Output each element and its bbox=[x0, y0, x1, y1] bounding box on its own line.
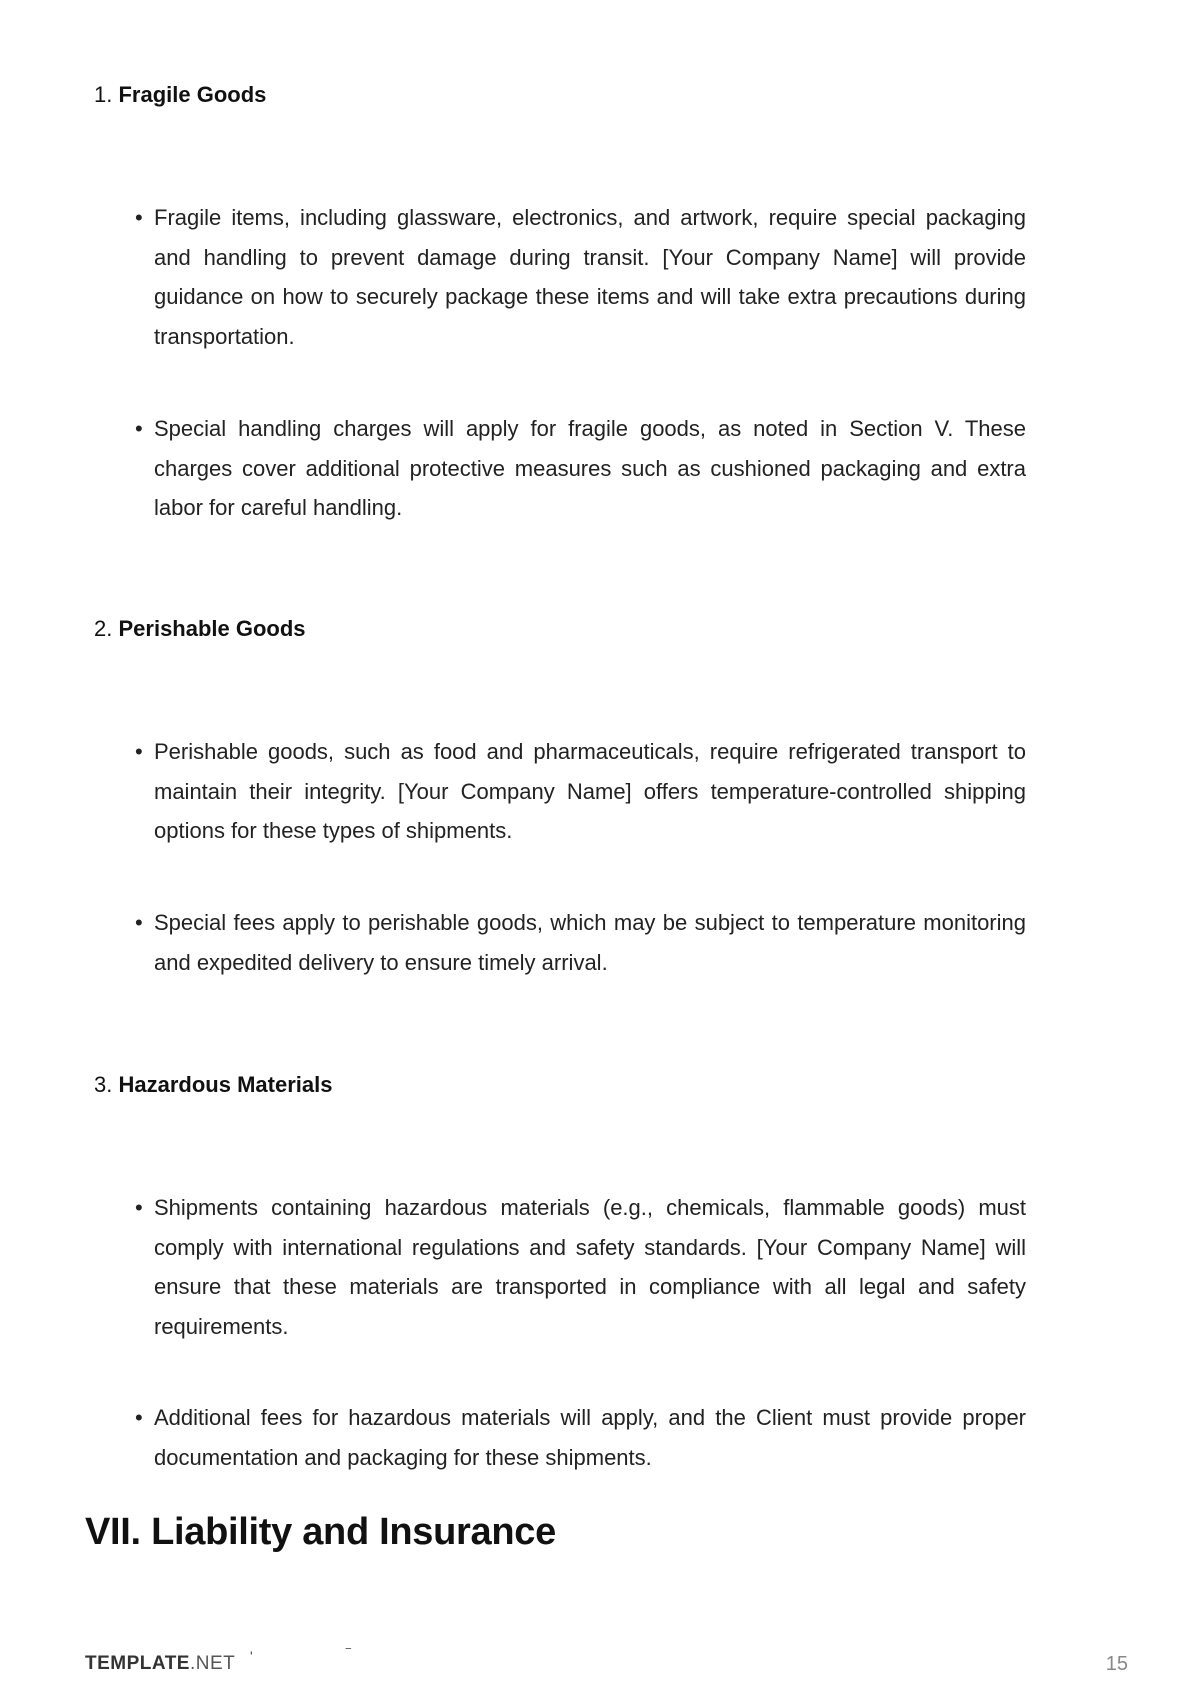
bullet-text: Fragile items, including glassware, electronics, and artwork, require special packaging and handling to prevent damage during transit. [Your Company Name] will provide guidance on how to securely package these items and will take extra precautions during transportation. bbox=[154, 205, 1026, 349]
logo-light-text: .NET bbox=[189, 1653, 236, 1674]
item-title: Hazardous Materials bbox=[118, 1072, 333, 1097]
bullet-text: Special handling charges will apply for fragile goods, as noted in Section V. These charges cover additional protective measures such as cushioned packaging and extra labor for careful handling. bbox=[154, 416, 1026, 520]
list-item bbox=[135, 903, 1026, 982]
list-item bbox=[135, 732, 1026, 851]
item-number: 3. bbox=[94, 1072, 113, 1097]
list-item bbox=[135, 409, 1026, 528]
item-title: Fragile Goods bbox=[118, 82, 267, 107]
item-number: 1. bbox=[94, 82, 113, 107]
document-page: 1. Fragile Goods • Fragile items, including glassware, electronics, and artwork, require special packaging and handling to prevent damage during transit. [Your Company Name] will provide guidance on how to securely package these items and will take extra precautions during transportation. • Special handling charges will apply for fragile goods, as noted in Section V. These charges cover additional protective measures such as cushioned packaging and extra labor for careful handling. 2. Perishable Goods • Perishable goods, such as food and pharmaceuticals, require refrigerated transport to maintain their integrity. [Your Company Name] offers temperature-controlled shipping options for these types of shipments. • Special fees apply to perishable goods, which may be subject to temperature monitoring and expedited delivery to ensure timely arrival. 3. Hazardous Materials • Shipments containing hazardous materials (e.g., chemicals, flammable goods) must comply with international regulations and safety standards. [Your Company Name] will ensure that these materials are transported in compliance with all legal and safety requirements. • Additional fees for hazardous materials will apply, and the Client must provide proper documentation and packaging for these shipments. VII. Liability and Insurance TEMPLATE.NET ' ‾ 15 bbox=[85, 82, 1128, 1675]
list-item bbox=[135, 1188, 1026, 1346]
list-item bbox=[135, 1398, 1026, 1477]
item-title: Perishable Goods bbox=[118, 616, 306, 641]
item-heading-hazardous-materials bbox=[94, 1070, 332, 1100]
bullet-icon: • bbox=[135, 416, 143, 441]
item-heading-fragile-goods bbox=[94, 80, 266, 110]
template-net-logo bbox=[85, 1652, 235, 1676]
section-heading: VII. Liability and Insurance bbox=[85, 1511, 556, 1553]
bullet-text: Shipments containing hazardous materials (e.g., chemicals, flammable goods) must comply with international regulations and safety standards. [Your Company Name] will ensure that these materials are transported in compliance with all legal and safety requirements. bbox=[154, 1195, 1026, 1339]
list-item bbox=[135, 198, 1026, 356]
logo-bold-text: TEMPLATE bbox=[85, 1653, 190, 1674]
bullet-icon: • bbox=[135, 739, 143, 764]
bullet-icon: • bbox=[135, 910, 143, 935]
bullet-icon: • bbox=[135, 1405, 143, 1430]
bullet-text: Perishable goods, such as food and pharmaceuticals, require refrigerated transport to maintain their integrity. [Your Company Name] offers temperature-controlled shipping options for these types of shipments. bbox=[154, 739, 1026, 843]
item-heading-perishable-goods bbox=[94, 614, 306, 644]
bullet-icon: • bbox=[135, 1195, 143, 1220]
bullet-text: Additional fees for hazardous materials will apply, and the Client must provide proper documentation and packaging for these shipments. bbox=[154, 1405, 1026, 1470]
bullet-icon: • bbox=[135, 205, 143, 230]
page-number: 15 bbox=[1105, 1653, 1128, 1675]
item-number: 2. bbox=[94, 616, 113, 641]
bullet-text: Special fees apply to perishable goods, which may be subject to temperature monitoring and expedited delivery to ensure timely arrival. bbox=[154, 910, 1026, 975]
